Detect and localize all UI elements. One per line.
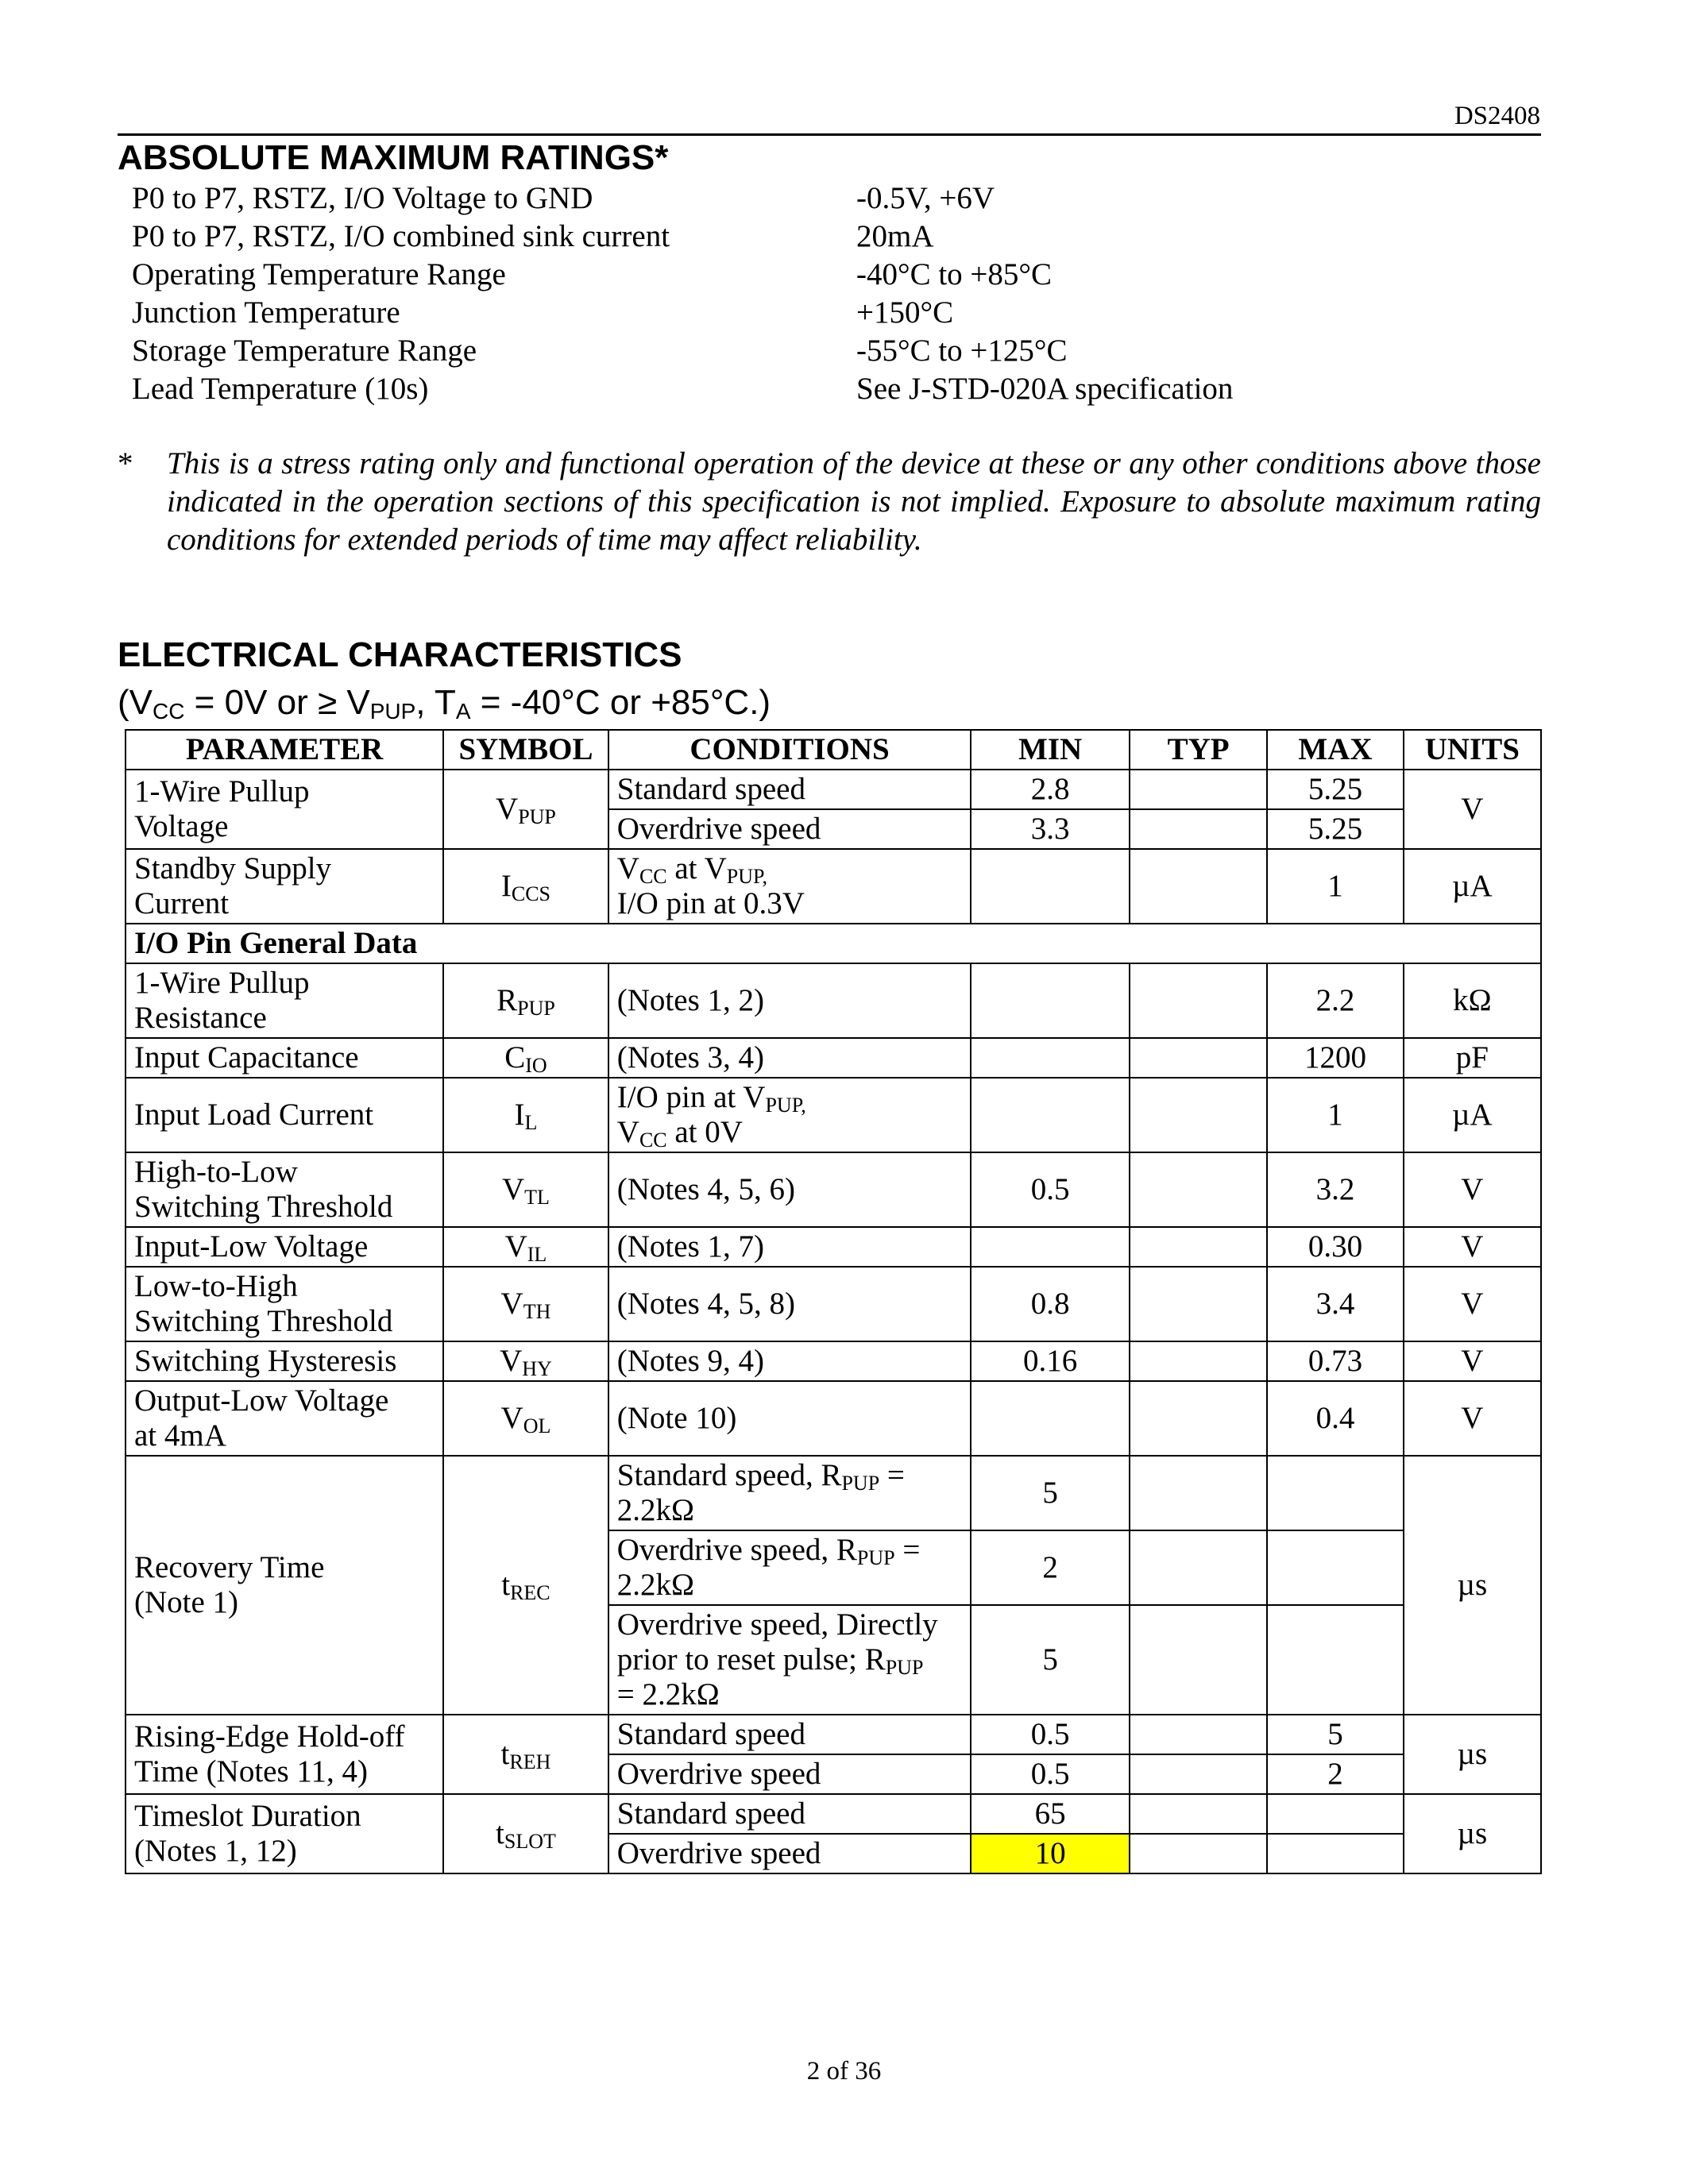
param-cell: 1-Wire Pullup Voltage [126,770,443,849]
max-cell [1267,1605,1403,1715]
rating-value: +150°C [856,295,954,330]
typ-cell [1130,963,1267,1038]
table-row [126,1227,1541,1267]
max-cell: 1 [1267,1078,1403,1152]
highlighted-min-cell: 10 [971,1834,1130,1873]
col-symbol: SYMBOL [443,730,608,770]
table-row [126,849,1541,924]
param-cell: Low-to-High Switching Threshold [126,1267,443,1341]
min-cell: 5 [971,1605,1130,1715]
symbol-cell: $V_{IL}$ [443,1227,608,1267]
max-cell: 1 [1267,849,1403,924]
col-units: UNITS [1404,730,1541,770]
table-row [126,1267,1541,1341]
max-cell [1267,1530,1403,1605]
unit-cell: µs [1404,1456,1541,1715]
param-cell: Rising-Edge Hold-off Time (Notes 11, 4) [126,1715,443,1794]
col-typ: TYP [1130,730,1267,770]
min-cell [971,1078,1130,1152]
cond-cell: (Notes 4, 5, 8) [608,1267,971,1341]
cond-cell: (Notes 1, 7) [608,1227,971,1267]
col-conditions: CONDITIONS [608,730,971,770]
typ-cell [1130,1038,1267,1078]
note-star: * [118,446,133,480]
unit-cell: pF [1404,1038,1541,1078]
symbol-cell: $I_L$ [443,1078,608,1152]
typ-cell [1130,770,1267,809]
table-row [126,770,1541,809]
param-cell: Timeslot Duration (Notes 1, 12) [126,1794,443,1873]
param-cell: Input Capacitance [126,1038,443,1078]
rating-param: Junction Temperature [132,295,400,330]
symbol-cell: $V_{PUP}$ [443,770,608,849]
rating-value: -55°C to +125°C [856,334,1068,368]
unit-cell: V [1404,1341,1541,1381]
min-cell: 65 [971,1794,1130,1834]
typ-cell [1130,1834,1267,1873]
page-number: 2 of 36 [806,2057,882,2086]
rating-value: 20mA [856,219,934,253]
max-cell: 0.30 [1267,1227,1403,1267]
min-cell: 2 [971,1530,1130,1605]
table-row [126,1381,1541,1456]
typ-cell [1130,1152,1267,1227]
param-cell: Switching Hysteresis [126,1341,443,1381]
table-row [126,1341,1541,1381]
unit-cell: µs [1404,1715,1541,1794]
col-min: MIN [971,730,1130,770]
header-rule [118,133,1541,136]
min-cell: 5 [971,1456,1130,1530]
cond-cell: (Note 10) [608,1381,971,1456]
min-cell [971,963,1130,1038]
param-cell: Input-Low Voltage [126,1227,443,1267]
cond-cell: (Notes 9, 4) [608,1341,971,1381]
unit-cell: V [1404,1381,1541,1456]
symbol-cell: $V_{OL}$ [443,1381,608,1456]
cond-cell: Standard speed [608,1794,971,1834]
min-cell: 0.5 [971,1715,1130,1754]
typ-cell [1130,1754,1267,1794]
symbol-cell: $t_{REH}$ [443,1715,608,1794]
symbol-cell: $t_{SLOT}$ [443,1794,608,1873]
param-cell: High-to-Low Switching Threshold [126,1152,443,1227]
param-cell: Input Load Current [126,1078,443,1152]
cond-cell: I/O pin at $V_{PUP,}$ $V_{CC}$ at 0V [608,1078,971,1152]
symbol-cell: $t_{REC}$ [443,1456,608,1715]
unit-cell: V [1404,1227,1541,1267]
min-cell [971,1038,1130,1078]
typ-cell [1130,1227,1267,1267]
param-cell: Recovery Time (Note 1) [126,1456,443,1715]
unit-cell: V [1404,1152,1541,1227]
abs-max-title: ABSOLUTE MAXIMUM RATINGS* [118,138,669,177]
max-cell: 0.4 [1267,1381,1403,1456]
typ-cell [1130,1715,1267,1754]
cond-cell: Standard speed [608,1715,971,1754]
cond-cell: $V_{CC}$ at $V_{PUP,}$ I/O pin at 0.3V [608,849,971,924]
typ-cell [1130,849,1267,924]
electrical-characteristics-table [125,729,1542,1874]
unit-cell: V [1404,1267,1541,1341]
max-cell: 2.2 [1267,963,1403,1038]
doc-id: DS2408 [1454,102,1540,130]
unit-cell: µs [1404,1794,1541,1873]
table-row [126,1078,1541,1152]
typ-cell [1130,809,1267,849]
table-row [126,1715,1541,1754]
typ-cell [1130,1078,1267,1152]
min-cell [971,1227,1130,1267]
cond-cell: (Notes 3, 4) [608,1038,971,1078]
unit-cell: µA [1404,849,1541,924]
symbol-cell: $I_{CCS}$ [443,849,608,924]
table-row [126,963,1541,1038]
max-cell [1267,1794,1403,1834]
unit-cell: µA [1404,1078,1541,1152]
cond-cell: Overdrive speed, Directly prior to reset pulse; $R_{PUP}$ = 2.2kΩ [608,1605,971,1715]
min-cell: 0.5 [971,1152,1130,1227]
min-cell: 3.3 [971,809,1130,849]
cond-cell: Standard speed [608,770,971,809]
max-cell: 5 [1267,1715,1403,1754]
cond-cell: Standard speed, $R_{PUP}$ = 2.2kΩ [608,1456,971,1530]
max-cell: 5.25 [1267,809,1403,849]
param-cell: Standby Supply Current [126,849,443,924]
unit-cell: kΩ [1404,963,1541,1038]
table-section-row [126,924,1541,963]
typ-cell [1130,1605,1267,1715]
rating-param: Storage Temperature Range [132,334,477,368]
max-cell: 1200 [1267,1038,1403,1078]
table-row [126,1152,1541,1227]
table-row [126,1038,1541,1078]
table-header-row [126,730,1541,770]
elec-conditions: ($V_{CC} = 0V$ or ≥ $V_{PUP}$, $T_A = -40^\circ C$ or +85°C.) [118,683,771,723]
typ-cell [1130,1341,1267,1381]
elec-title: ELECTRICAL CHARACTERISTICS [118,635,682,674]
max-cell: 0.73 [1267,1341,1403,1381]
rating-param: Lead Temperature (10s) [132,372,429,406]
cond-cell: (Notes 4, 5, 6) [608,1152,971,1227]
max-cell: 3.4 [1267,1267,1403,1341]
rating-value: -40°C to +85°C [856,257,1053,291]
min-cell: 0.8 [971,1267,1130,1341]
min-cell: 0.16 [971,1341,1130,1381]
symbol-cell: $V_{TL}$ [443,1152,608,1227]
min-cell: 2.8 [971,770,1130,809]
symbol-cell: $V_{HY}$ [443,1341,608,1381]
max-cell: 2 [1267,1754,1403,1794]
cond-cell: Overdrive speed, $R_{PUP}$ = 2.2kΩ [608,1530,971,1605]
symbol-cell: $V_{TH}$ [443,1267,608,1341]
max-cell [1267,1834,1403,1873]
min-cell [971,1381,1130,1456]
symbol-cell: $R_{PUP}$ [443,963,608,1038]
note-text: This is a stress rating only and functional operation of the device at these or any other conditions above those indicated in the operation sections of this specification is not implied. Exposure to absolute maximum rating conditions for extended periods of time may affect reliability. [167,446,1541,557]
rating-param: P0 to P7, RSTZ, I/O Voltage to GND [132,181,593,215]
col-parameter: PARAMETER [126,730,443,770]
param-cell: Output-Low Voltage at 4mA [126,1381,443,1456]
typ-cell [1130,1794,1267,1834]
max-cell: 5.25 [1267,770,1403,809]
rating-param: Operating Temperature Range [132,257,506,291]
section-label: I/O Pin General Data [126,924,1541,963]
cond-cell: Overdrive speed [608,1834,971,1873]
min-cell: 0.5 [971,1754,1130,1794]
rating-param: P0 to P7, RSTZ, I/O combined sink current [132,219,670,253]
cond-cell: Overdrive speed [608,809,971,849]
max-cell [1267,1456,1403,1530]
rating-value: See J-STD-020A specification [856,372,1234,406]
symbol-cell: $C_{IO}$ [443,1038,608,1078]
cond-cell: (Notes 1, 2) [608,963,971,1038]
unit-cell: V [1404,770,1541,849]
rating-value: -0.5V, +6V [856,181,995,215]
typ-cell [1130,1530,1267,1605]
min-cell [971,849,1130,924]
col-max: MAX [1267,730,1403,770]
param-cell: 1-Wire Pullup Resistance [126,963,443,1038]
max-cell: 3.2 [1267,1152,1403,1227]
table-row [126,1456,1541,1530]
cond-cell: Overdrive speed [608,1754,971,1794]
table-row [126,1794,1541,1834]
typ-cell [1130,1381,1267,1456]
typ-cell [1130,1267,1267,1341]
typ-cell [1130,1456,1267,1530]
stress-note [118,445,1541,559]
